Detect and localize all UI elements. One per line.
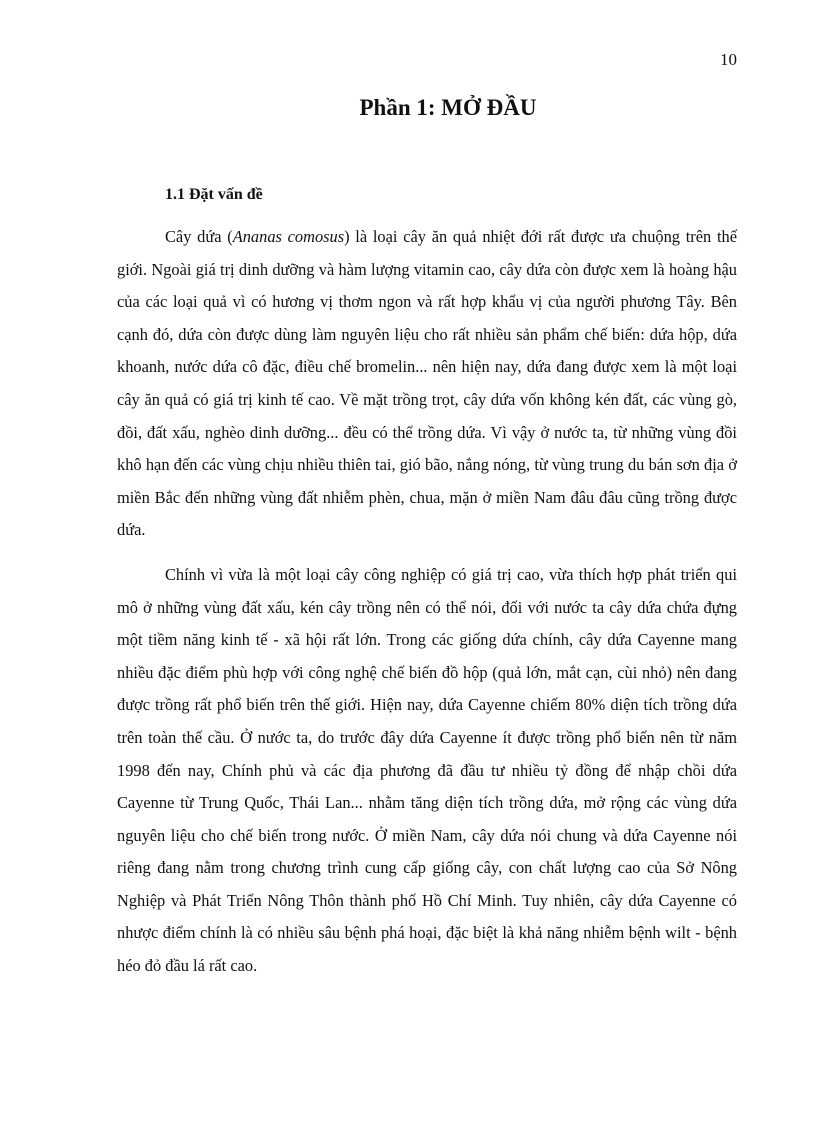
paragraph-1-intro: Cây dứa ( bbox=[165, 227, 233, 246]
species-name: Ananas comosus bbox=[232, 227, 345, 246]
chapter-title: Phần 1: MỞ ĐẦU bbox=[359, 95, 537, 120]
paragraph-1-rest: ) là loại cây ăn quả nhiệt đới rất được ưa chuộng trên thế giới. Ngoài giá trị dinh dưỡng và hàm lượng vitamin cao, cây dứa còn được xem là hoàng hậu của các loại quả vì có hương vị thơm ngon và rất hợp khẩu vị của người phương Tây. Bên cạnh đó, dứa còn được dùng làm nguyên liệu cho rất nhiều sản phẩm chế biến: dứa hộp, dứa khoanh, nước dứa cô đặc, điều chế bromelin... nên hiện nay, dứa đang được xem là một loại cây ăn quả có giá trị kinh tế cao. Về mặt trồng trọt, cây dứa vốn không kén đất, các vùng gò, đồi, đất xấu, nghèo dinh dưỡng... đều có thể trồng dứa. Vì vậy ở nước ta, từ những vùng đồi khô hạn đến các vùng chịu nhiều thiên tai, gió bão, nắng nóng, từ vùng trung du bán sơn địa ở miền Bắc đến những vùng đất nhiễm phèn, chua, mặn ở miền Nam đâu đâu cũng trồng được dứa. bbox=[117, 227, 737, 540]
body-text bbox=[117, 221, 737, 995]
paragraph-2: Chính vì vừa là một loại cây công nghiệp có giá trị cao, vừa thích hợp phát triển qui mô ở những vùng đất xấu, kén cây trồng nên có thể nói, đối với nước ta cây dứa chứa đựng một tiềm năng kinh tế - xã hội rất lớn. Trong các giống dứa chính, cây dứa Cayenne mang nhiều đặc điểm phù hợp với công nghệ chế biến đồ hộp (quả lớn, mắt cạn, cùi nhỏ) nên đang được trồng rất phổ biến trên thế giới. Hiện nay, dứa Cayenne chiếm 80% diện tích trồng dứa trên toàn thế cầu. Ở nước ta, do trước đây dứa Cayenne ít được trồng phổ biến nên từ năm 1998 đến nay, Chính phủ và các địa phương đã đầu tư nhiều tỷ đồng để nhập chồi dứa Cayenne từ Trung Quốc, Thái Lan... nhằm tăng diện tích trồng dứa, mở rộng các vùng dứa nguyên liệu cho chế biến trong nước. Ở miền Nam, cây dứa nói chung và dứa Cayenne nói riêng đang nằm trong chương trình cung cấp giống cây, con chất lượng cao của Sở Nông Nghiệp và Phát Triển Nông Thôn thành phố Hồ Chí Minh. Tuy nhiên, cây dứa Cayenne có nhược điểm chính là có nhiều sâu bệnh phá hoại, đặc biệt là khả năng nhiễm bệnh wilt - bệnh héo đỏ đầu lá rất cao. bbox=[117, 564, 737, 976]
paragraph-1 bbox=[117, 221, 737, 547]
section-heading: 1.1 Đặt vấn đề bbox=[165, 186, 263, 203]
page-number: 10 bbox=[720, 50, 737, 69]
